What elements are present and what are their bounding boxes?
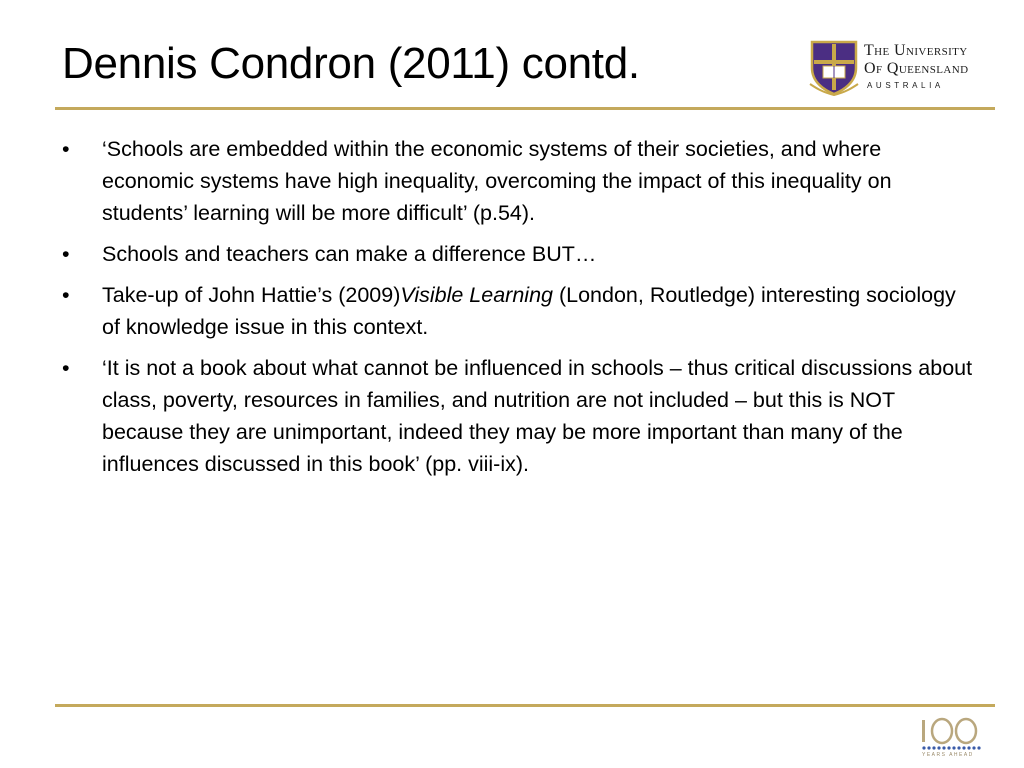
university-name-line1: The University bbox=[864, 42, 968, 59]
bullet-text bbox=[102, 283, 956, 339]
bullet-text: ‘It is not a book about what cannot be influenced in schools – thus critical discussions about class, poverty, resources in families, and nutrition are not included – but this is NOT because they are unimportant, indeed they may be more important than many of the influences discussed in this book’ (pp. viii-ix). bbox=[102, 356, 973, 476]
university-logo bbox=[808, 38, 1004, 98]
bullet-list bbox=[62, 133, 974, 489]
bullet-text-pre: Take-up of John Hattie’s (2009) bbox=[102, 283, 401, 307]
bullet-marker: • bbox=[62, 242, 70, 266]
header-divider bbox=[55, 107, 995, 110]
bullet-text: Schools and teachers can make a difference BUT… bbox=[102, 242, 597, 266]
bullet-marker: • bbox=[62, 356, 70, 380]
bullet-item bbox=[62, 238, 974, 270]
slide-title: Dennis Condron (2011) contd. bbox=[62, 39, 640, 88]
footer-divider bbox=[55, 704, 995, 707]
bullet-item bbox=[62, 279, 974, 343]
university-name bbox=[864, 42, 1004, 90]
centenary-tagline: YEARS AHEAD bbox=[922, 752, 974, 758]
university-name-line2: Of Queensland bbox=[864, 60, 969, 77]
university-country: AUSTRALIA bbox=[867, 81, 944, 90]
centenary-100-icon bbox=[918, 714, 988, 752]
book-title: Visible Learning bbox=[400, 283, 553, 307]
bullet-item bbox=[62, 133, 974, 229]
bullet-marker: • bbox=[62, 283, 70, 307]
bullet-text: ‘Schools are embedded within the economic systems of their societies, and where economic systems have high inequality, overcoming the impact of this inequality on students’ learning will be more difficult’ (p.54). bbox=[102, 137, 892, 225]
bullet-text-post: (London, Routledge) interesting sociology of knowledge issue in this context. bbox=[102, 283, 956, 339]
crest-icon bbox=[808, 38, 860, 96]
bullet-item bbox=[62, 352, 974, 480]
bullet-marker: • bbox=[62, 137, 70, 161]
centenary-logo bbox=[918, 714, 988, 760]
